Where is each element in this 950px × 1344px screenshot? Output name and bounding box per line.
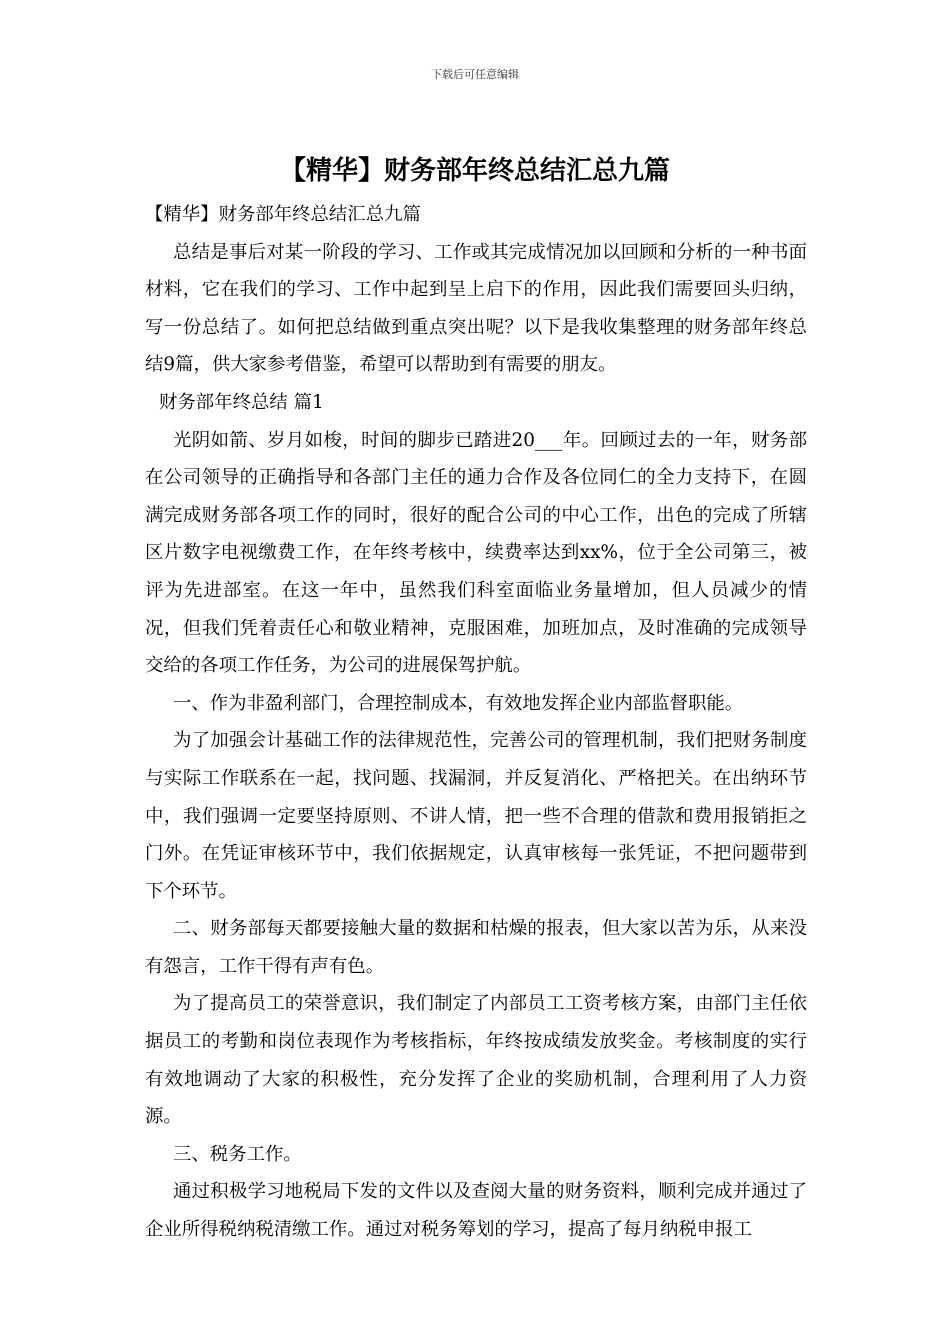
section-subtitle: 财务部年终总结 篇1 [159,391,324,413]
paragraph: 为了加强会计基础工作的法律规范性，完善公司的管理机制，我们把财务制度与实际工作联系在一起，找问题、找漏洞，并反复消化、严格把关。在出纳环节中，我们强调一定要坚持原则、不讲人情，把一些不合理的借款和费用报销拒之门外。在凭证审核环节中，我们依据规定，认真审核每一张凭证，不把问题带到下个环节。 [145,730,807,902]
document-title: 【精华】财务部年终总结汇总九篇 [279,156,670,186]
paragraph-intro: 总结是事后对某一阶段的学习、工作或其完成情况加以回顾和分析的一种书面材料，它在我们的学习、工作中起到呈上启下的作用，因此我们需要回头归纳，写一份总结了。如何把总结做到重点突出呢？以下是我收集整理的财务部年终总结9篇，供大家参考借鉴，希望可以帮助到有需要的朋友。 [145,241,807,376]
paragraph: 通过积极学习地税局下发的文件以及查阅大量的财务资料，顺利完成并通过了企业所得税纳税清缴工作。通过对税务筹划的学习，提高了每月纳税申报工 [145,1181,807,1241]
paragraph: 二、财务部每天都要接触大量的数据和枯燥的报表，但大家以苦为乐，从来没有怨言，工作干得有声有色。 [145,918,807,977]
paragraph: 一、作为非盈利部门，合理控制成本，有效地发挥企业内部监督职能。 [173,692,744,714]
paragraph: 为了提高员工的荣誉意识，我们制定了内部员工工资考核方案，由部门主任依据员工的考勤和岗位表现作为考核指标，年终按成绩发放奖金。考核制度的实行有效地调动了大家的积极性，充分发挥了企业的奖励机制，合理利用了人力资源。 [145,993,807,1128]
document-body [145,196,807,1249]
page-header-note: 下载后可任意编辑 [431,68,519,81]
paragraph-heading-repeat: 【精华】财务部年终总结汇总九篇 [145,204,421,225]
paragraph: 光阴如箭、岁月如梭，时间的脚步已踏进20___年。回顾过去的一年，财务部在公司领导的正确指导和各部门主任的通力合作及各位同仁的全力支持下，在圆满完成财务部各项工作的同时，很好的配合公司的中心工作，出色的完成了所辖区片数字电视缴费工作，在年终考核中，续费率达到xx%，位于全公司第三，被评为先进部室。在这一年中，虽然我们科室面临业务量增加，但人员减少的情况，但我们凭着责任心和敬业精神，克服困难，加班加点，及时准确的完成领导交给的各项工作任务，为公司的进展保驾护航。 [145,429,807,677]
paragraph: 三、税务工作。 [173,1143,302,1165]
